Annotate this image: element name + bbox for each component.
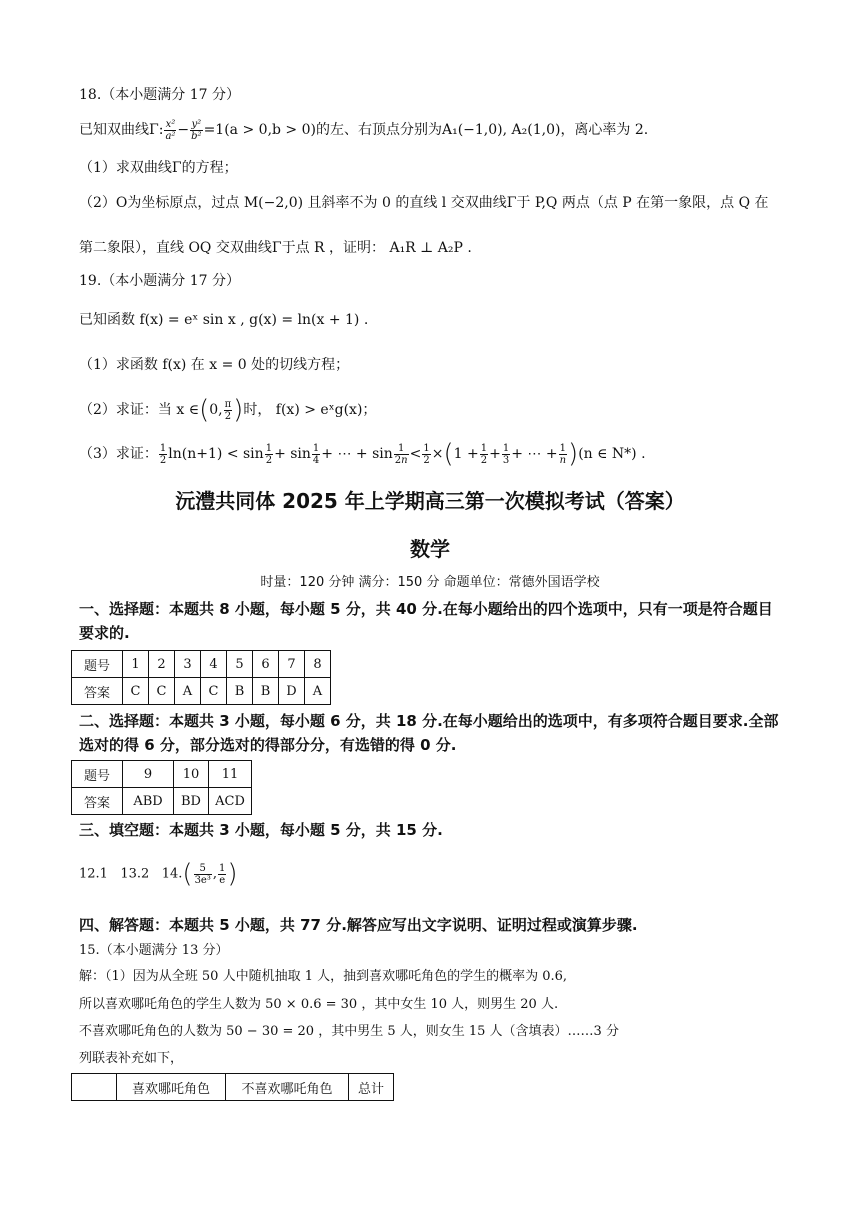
section2-heading: 二、选择题：本题共 3 小题，每小题 6 分，共 18 分.在每小题给出的选项中，有多项符合题目要求.全部选对的得 6 分，部分选对的得部分分，有选错的得 0 分. xyxy=(79,712,779,754)
answer-14-frac1 xyxy=(194,863,212,886)
answer-12: 12.1 xyxy=(79,866,108,882)
q19-part3-d: + ⋯ + sin xyxy=(321,446,393,462)
answer-14-label: 14. xyxy=(161,866,183,882)
fill-answers: 12.1 13.2 14.( $\frac{5}{\text{3e³}}$ , $\frac{1}{e}$ ) xyxy=(79,859,238,889)
table-cell: 题号 xyxy=(72,761,123,788)
table-cell: 总计 xyxy=(349,1074,394,1101)
table-cell: 1 xyxy=(123,651,149,678)
table-cell: ACD xyxy=(209,788,252,815)
answer-title: 沅澧共同体 2025 年上学期高三第一次模拟考试（答案） xyxy=(175,489,685,513)
q19-frac-1-2b: $\frac{1}{2}$ xyxy=(480,442,488,466)
answer-table-1 xyxy=(71,650,331,705)
sol15-line1: 解：（1）因为从全班 50 人中随机抽取 1 人，抽到喜欢哪吒角色的学生的概率为 0.6, xyxy=(79,969,568,984)
q18-stem: 已知双曲线Γ: $\frac{\text{x²}}{\text{a²}}$ − $\frac{\text{y²}}{\text{b²}}$ =1(a > 0,b > 0)的左、右顶点分别为A₁(−1,0), A₂(1,0)，离心率为 2. xyxy=(79,118,649,142)
table-cell: 3 xyxy=(175,651,201,678)
q19-frac-1-2n: $\frac{1}{2n}$ xyxy=(394,442,408,466)
q18-stem-a: 已知双曲线Γ: xyxy=(79,122,164,138)
frac-denominator: 3e³ xyxy=(194,874,211,886)
sol15-line4: 列联表补充如下， xyxy=(79,1051,184,1066)
answer-13: 13.2 xyxy=(120,866,150,882)
table-cell: A xyxy=(175,678,201,705)
q18-part1: （1）求双曲线Γ的方程； xyxy=(79,160,238,176)
table-cell: 9 xyxy=(123,761,174,788)
q19-frac-half: $\frac{1}{2}$ xyxy=(159,442,167,466)
q19-header: 19.（本小题满分 17 分） xyxy=(79,273,240,289)
table-cell: 答案 xyxy=(72,788,123,815)
q19-part3-c: + sin xyxy=(274,446,311,462)
section1-heading: 一、选择题：本题共 8 小题，每小题 5 分，共 40 分.在每小题给出的四个选项中，只有一项是符合题目要求的. xyxy=(79,600,773,642)
table-row xyxy=(72,788,252,815)
q19-part3-g: 1 + xyxy=(453,446,479,462)
table-cell: B xyxy=(227,678,253,705)
table-cell: 题号 xyxy=(72,651,123,678)
q19-frac-1-n: $\frac{1}{n}$ xyxy=(559,442,567,466)
q19-part1: （1）求函数 f(x) 在 x = 0 处的切线方程； xyxy=(79,357,350,373)
q18-part2-line1: （2）O为坐标原点，过点 M(−2,0) 且斜率不为 0 的直线 l 交双曲线Γ于 P,Q 两点（点 P 在第一象限，点 Q 在 xyxy=(79,195,769,211)
table-cell: 6 xyxy=(253,651,279,678)
q19-part3-f: × xyxy=(431,446,444,462)
q18-vertices: A₁(−1,0), A₂(1,0) xyxy=(441,122,561,138)
section3-heading: 三、填空题：本题共 3 小题，每小题 5 分，共 15 分. xyxy=(79,821,443,839)
q19-part2-a: （2）求证：当 x ∈ xyxy=(79,402,200,418)
q19-part3: （3）求证： $\frac{1}{2}$ ln(n+1) < sin $\frac{1}{2}$ + sin $\frac{1}{4}$ + ⋯ + sin $\frac{1}{2n}$ < $\frac{1}{2}$ ×(1 + $\frac{1}{2}$ + $\frac{1}{3}$ + ⋯ + $\frac{1}{n}$ )(n ∈ N*) . xyxy=(79,439,646,469)
q19-part2: （2）求证：当 x ∈(0, $\frac{\pi}{2}$ )时， f(x) > eˣg(x)； xyxy=(79,395,377,425)
q19-part3-a: （3）求证： xyxy=(79,446,158,462)
exam-meta: 时量：120 分钟 满分：150 分 命题单位：常德外国语学校 xyxy=(260,575,600,590)
q19-frac-half2: $\frac{1}{2}$ xyxy=(423,442,430,466)
q18-stem-eq: =1(a > 0,b > 0)的左、右顶点分别为 xyxy=(203,122,442,138)
q18-part2-line2: 第二象限），直线 OQ 交双曲线Γ于点 R ，证明： A₁R ⊥ A₂P . xyxy=(79,240,472,256)
q18-header: 18.（本小题满分 17 分） xyxy=(79,87,240,103)
q19-part2-interval: 0, xyxy=(209,402,223,418)
sol15-header: 15.（本小题满分 13 分） xyxy=(79,943,229,958)
subject-title: 数学 xyxy=(410,537,450,561)
q19-part3-b: ln(n+1) < sin xyxy=(168,446,264,462)
table-cell: ABD xyxy=(123,788,174,815)
answer-table-2 xyxy=(71,760,252,815)
q18-stem-end: ，离心率为 2. xyxy=(560,122,649,138)
q19-part3-e: < xyxy=(409,446,422,462)
table-cell xyxy=(72,1074,117,1101)
q18-frac-y: $\frac{\text{y²}}{\text{b²}}$ xyxy=(191,118,202,142)
q19-part3-j: (n ∈ N*) . xyxy=(578,446,646,462)
q19-frac-pi2: $\frac{\pi}{2}$ xyxy=(224,398,232,422)
frac-numerator: 5 xyxy=(194,863,212,875)
table-cell: 答案 xyxy=(72,678,123,705)
table-cell: 8 xyxy=(305,651,331,678)
table-cell: 7 xyxy=(279,651,305,678)
table-cell: D xyxy=(279,678,305,705)
table-cell: 喜欢哪吒角色 xyxy=(117,1074,226,1101)
q19-part3-h: + xyxy=(489,446,501,462)
q19-part2-b: 时， f(x) > eˣg(x)； xyxy=(243,402,377,418)
table-cell: 11 xyxy=(209,761,252,788)
frac-denominator: e xyxy=(219,874,226,886)
contingency-table xyxy=(71,1073,394,1101)
section4-heading: 四、解答题：本题共 5 小题，共 77 分.解答应写出文字说明、证明过程或演算步骤. xyxy=(79,916,638,934)
table-cell: C xyxy=(149,678,175,705)
table-row xyxy=(72,761,252,788)
answer-14-frac2 xyxy=(218,863,226,886)
table-cell: 10 xyxy=(174,761,209,788)
sol15-line3: 不喜欢哪吒角色的人数为 50 − 30 = 20 ，其中男生 5 人，则女生 15 人（含填表）……3 分 xyxy=(79,1024,619,1039)
q18-frac-x: $\frac{\text{x²}}{\text{a²}}$ xyxy=(165,118,176,142)
table-row xyxy=(72,651,331,678)
table-row xyxy=(72,1074,394,1101)
q19-stem: 已知函数 f(x) = eˣ sin x , g(x) = ln(x + 1) . xyxy=(79,312,369,328)
table-cell: A xyxy=(305,678,331,705)
table-cell: B xyxy=(253,678,279,705)
q19-frac-1-4: $\frac{1}{4}$ xyxy=(312,442,320,466)
sol15-line2: 所以喜欢哪吒角色的学生人数为 50 × 0.6 = 30 ，其中女生 10 人，则男生 20 人. xyxy=(79,997,559,1012)
q19-part3-i: + ⋯ + xyxy=(511,446,558,462)
table-cell: 不喜欢哪吒角色 xyxy=(226,1074,349,1101)
table-cell: C xyxy=(201,678,227,705)
table-cell: 4 xyxy=(201,651,227,678)
table-cell: 5 xyxy=(227,651,253,678)
table-cell: BD xyxy=(174,788,209,815)
q19-frac-1-3: $\frac{1}{3}$ xyxy=(502,442,510,466)
q19-frac-1-2: $\frac{1}{2}$ xyxy=(265,442,273,466)
table-cell: C xyxy=(123,678,149,705)
table-row xyxy=(72,678,331,705)
table-cell: 2 xyxy=(149,651,175,678)
frac-numerator: 1 xyxy=(219,862,226,874)
